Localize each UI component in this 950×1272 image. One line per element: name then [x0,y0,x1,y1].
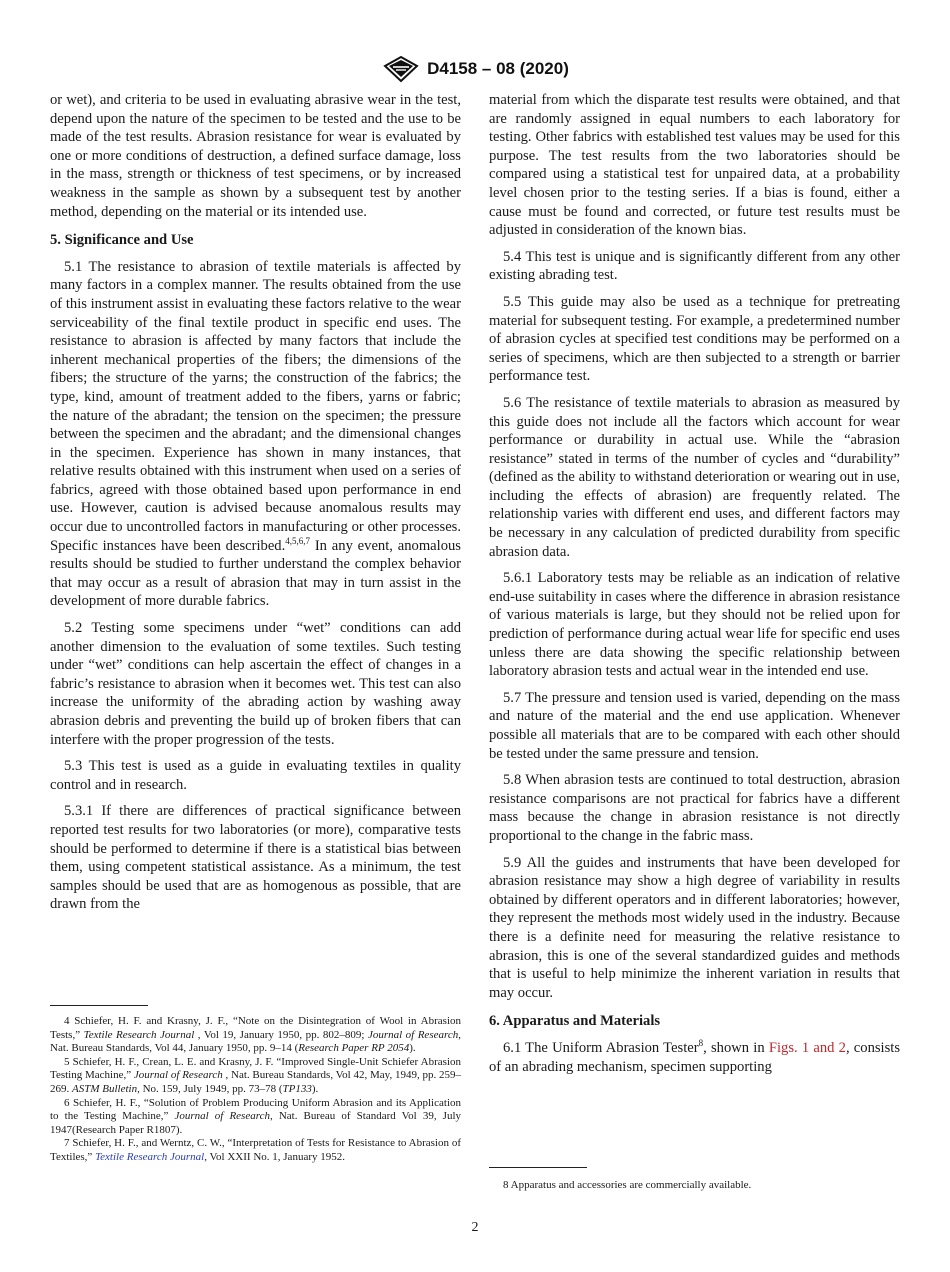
paragraph-6-1: 6.1 The Uniform Abrasion Tester$^8$, shown in Figs. 1 and 2, consists of an abrading mechanism, specimen supporting [489,1038,901,1075]
paragraph-5-3: 5.3 This test is used as a guide in evaluating textiles in quality control and in research. [50,758,461,793]
page-header [0,54,950,84]
paragraph-5-1-text-b: In any event, anomalous results should be studied to further understand the complex behavior that may occur as a result of abrasion that may in turn assist in the development of more durable fabrics. [50,537,461,610]
section-heading-5: 5. Significance and Use [50,232,194,249]
footnote-8: 8 Apparatus and accessories are commercially available. [503,1179,752,1191]
paragraph-5-7: 5.7 The pressure and tension used is varied, depending on the mass and nature of the material and the end use application. Whenever possible all materials that are to be compared with each other should be tested under the same pressure and tension. [489,689,900,762]
paragraph-5-3-1: 5.3.1 If there are differences of practical significance between reported test results for two laboratories (or more), comparative tests should be performed to determine if there is a statistical bias between them, using competent statistical assistance. As a minimum, the test samples should be used that are as homogenous as possible, that are drawn from the [50,803,461,913]
footnote-ref-4-7: 4,5,6,7 [285,535,310,546]
footnotes-left [50,1015,461,1165]
paragraph-5-6: 5.6 The resistance of textile materials to abrasion as measured by this guide does not include all the factors which account for wear performance or durability in actual use. While the “abrasion resistance” stated in terms of the number of cycles and “durability” (defined as the ability to withstand deterioration or wearing out in use, including the effects of abrasion) are frequently related. The relationship varies with different end uses, and different factors may be necessary in any calculation of predicted durability from specific abrasion data. [489,394,900,560]
footnote-divider-right [489,1167,587,1168]
footnote-6: 6 Schiefer, H. F., “Solution of Problem Producing Uniform Abrasion and its Application to the Testing Machine,” Journal of Research, Nat. Bureau of Standard Vol 39, July 1947(Research Paper R1807). [50,1096,461,1136]
section-heading-6: 6. Apparatus and Materials [489,1013,661,1030]
paragraph-5-9: 5.9 All the guides and instruments that have been developed for abrasion resistance may show a high degree of variability in results obtained by different operators and in different laboratories; however, they represent the methods most widely used in the industry. Because there is a definite need for measuring the relative resistance to abrasion, this is one of the several standardized guides and methods that is useful to help minimize the inherent variation in results that may occur. [489,854,900,1001]
figure-link[interactable]: Figs. 1 and 2 [768,1039,846,1056]
paragraph-5-8: 5.8 When abrasion tests are continued to total destruction, abrasion resistance comparisons are not practical for fabrics have a different mass because the change in abrasion resistance is not directly proportional to the change in the fabric mass. [489,772,900,844]
paragraph-continued-right: material from which the disparate test results were obtained, and that are randomly assigned in equal numbers to each laboratory for testing. Other fabrics with established test values may be used for this purpose. The test results from the two laboratories should be compared using a statistical test for unpaired data, at a probability level chosen prior to the testing series. If a bias is found, either a cause must be found and corrected, or future test results must be adjusted in consideration of the known bias. [489,92,900,239]
footnote-4: 4 Schiefer, H. F. and Krasny, J. F., “Note on the Disintegration of Wool in Abrasion Tests,” Textile Research Journal , Vol 19, January 1950, pp. 802–809; Journal of Research, Nat. Bureau Standards, Vol 44, January 1950, pp. 9–14 (Research Paper RP 2054). [50,1015,461,1055]
paragraph-5-4: 5.4 This test is unique and is significantly different from any other existing abrading test. [489,248,900,284]
paragraph-5-2: 5.2 Testing some specimens under “wet” conditions can add another dimension to the evaluation of some textiles. Such testing under “wet” conditions can help ascertain the effect of changes in a fabric’s resistance to abrasion when it becomes wet. This test can also increase the uniformity of the abrading action by washing away abrasion debris and preventing the build up of broken fibers that can interfere with the proper progression of the tests. [50,620,461,748]
astm-logo-icon [381,54,421,84]
footnote-divider-left [50,1005,148,1006]
footnote-7: 7 Schiefer, H. F., and Werntz, C. W., “Interpretation of Tests for Resistance to Abrasion of Textiles,” Textile Research Journal, Vol XXII No. 1, January 1952. [50,1137,461,1163]
paragraph-5-1-text-a: 5.1 The resistance to abrasion of textile materials is affected by many factors in a complex manner. The results obtained from the use of this instrument assist in evaluating these factors relative to the wear serviceability of the final textile product in specific end uses. The resistance to abrasion is affected by many factors that include the inherent mechanical properties of the fibers; the dimensions of the fibers; the structure of the yarns; the construction of the fabrics; the type, kind, amount of treatment added to the fibers, yarns or fabric; the nature of the abradant; the tension on the specimen; the pressure between the specimen and the abradant; and the dimensional changes in the specimen. Experience has shown in many instances, that relative results obtained with this instrument when used on a series of fabrics, agreed with those obtained based upon performance in end use. However, caution is advised because anomalous results may occur due to uncontrolled factors in manufacturing or other processes. Specific instances have been described. [50,258,461,554]
footnote-ref-8: 8 [698,1038,704,1049]
footnotes-right [489,1179,900,1193]
right-column [489,91,900,1084]
left-column [50,91,461,922]
paragraph-5-6-1: 5.6.1 Laboratory tests may be reliable as an indication of relative end-use suitability in cases where the difference in abrasion resistance of various materials is large, but they should not be relied upon for prediction of performance during actual wear life for specific end uses unless there are data showing the specific relationship between laboratory abrasion tests and actual wear in the intended end use. [489,570,900,680]
journal-link[interactable]: Textile Research Journal [95,1150,205,1163]
footnote-5: 5 Schiefer, H. F., Crean, L. E. and Krasny, J. F. “Improved Single-Unit Schiefer Abrasion Testing Machine,” Journal of Research , Nat. Bureau Standards, Vol 42, May, 1949, pp. 259–269. ASTM Bulletin, No. 159, July 1949, pp. 73–78 (TP133). [50,1055,462,1095]
standard-designation: D4158 – 08 (2020) [427,59,569,78]
paragraph-5-5: 5.5 This guide may also be used as a technique for pretreating material for subsequent testing. For example, a predetermined number of abrasion cycles at specified test conditions may be performed on a series of specimens, which are then subjected to a strength or barrier performance test. [489,293,900,385]
page-number: 2 [471,1220,479,1235]
paragraph-5-1 [50,258,461,611]
paragraph-continued: or wet), and criteria to be used in evaluating abrasive wear in the test, depend upon the nature of the specimen to be tested and the use to be made of the test results. Abrasion resistance for wear is evaluated by one or more conditions of destruction, a defined surface damage, loss in the mass, strength or thickness of test specimens, or by increased weakness in the sample as shown by a subsequent test by another method, depending on the material or its intended use. [50,92,461,220]
